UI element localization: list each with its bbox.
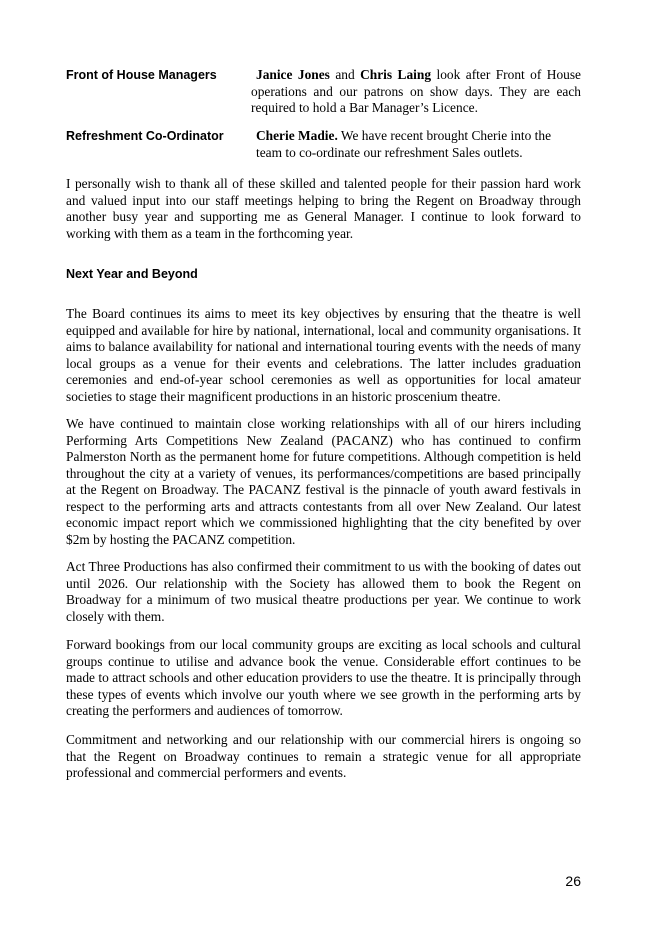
document-page [66,0,581,926]
staff-name: Chris Laing [360,67,432,82]
role-title: Refreshment Co-Ordinator [66,129,224,143]
body-paragraph: Act Three Productions has also confirmed their commitment to us with the booking of dates out until 2026. Our relationship with the Society has allowed them to book the Regent on Broadway for a minimum of two musical theatre productions per year. We continue to work closely with them. [66,559,581,624]
body-paragraph: We have continued to maintain close working relationships with all of our hirers including Performing Arts Competitions New Zealand (PACANZ) who has continued to confirm Palmerston North as the permanent home for future competitions. Although competition is held throughout the city at a variety of venues, its performances/competitions are based principally at the Regent on Broadway. The PACANZ festival is the pinnacle of youth award festivals in respect to the performing arts and attracts contestants from all over New Zealand. Our latest economic impact report which we commissioned highlighting that the city benefited by over $2m by hosting the PACANZ competition. [66,416,581,547]
conjunction-text: and [329,67,361,82]
role-description [251,67,581,117]
description-text: look after Front of House operations and our patrons on show days. They are each required to hold a Bar Manager’s Licence. [251,67,581,115]
section-heading: Next Year and Beyond [66,267,198,281]
staff-name: Janice Jones [256,67,330,82]
description-text: We have recent brought Cherie into the team to co-ordinate our refreshment Sales outlets. [256,128,552,160]
staff-name: Cherie Madie. [256,128,338,143]
role-title: Front of House Managers [66,68,217,82]
body-paragraph: Forward bookings from our local community groups are exciting as local schools and cultural groups continue to utilise and advance book the venue. Considerable effort continues to be made to attract schools and other education providers to use the theatre. It is principally through these types of events which involve our youth where we see growth in the performing arts by creating the performers and audiences of tomorrow. [66,637,581,718]
thanks-paragraph: I personally wish to thank all of these skilled and talented people for their passion hard work and valued input into our staff meetings helping to bring the Regent on Broadway through another busy year and supporting me as General Manager. I continue to look forward to working with them as a team in the forthcoming year. [66,176,581,241]
body-paragraph: Commitment and networking and our relationship with our commercial hirers is ongoing so that the Regent on Broadway continues to remain a strategic venue for all appropriate professional and commercial performers and events. [66,732,581,780]
page-number: 26 [565,873,581,889]
body-paragraph: The Board continues its aims to meet its key objectives by ensuring that the theatre is well equipped and available for hire by national, international, local and community organisations. It aims to balance availability for national and international touring events with the needs of many local groups as a venue for their events and celebrations. The latter includes graduation ceremonies and end-of-year school ceremonies as well as opportunities for local amateur societies to stage their magnificent productions in an historic proscenium theatre. [66,306,581,404]
role-description [256,128,576,161]
